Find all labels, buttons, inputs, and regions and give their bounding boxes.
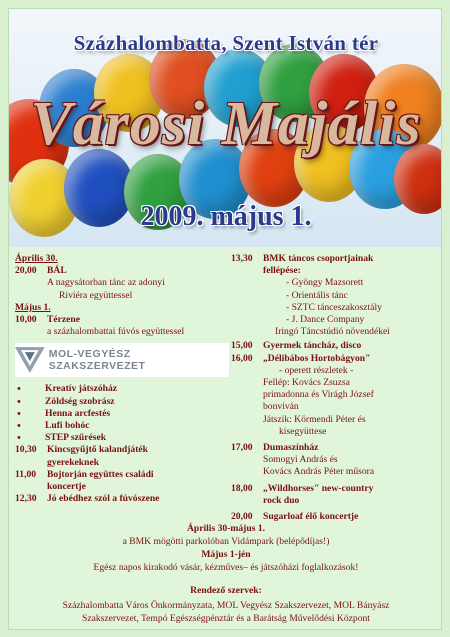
program-item: [231, 483, 441, 495]
program-title: BÁL: [47, 265, 67, 277]
footer-date: Április 30-május 1.: [186, 523, 266, 534]
program-title-line: koncertje: [47, 481, 86, 493]
list-item: - Orientális tánc: [286, 289, 348, 301]
program-desc: bonviván: [263, 401, 299, 413]
program-desc: Fellép: Kovács Zsuzsa: [263, 377, 350, 389]
organizers-text: Szakszervezet, Tempó Egészségpénztár és a Barátság Művelődési Központ: [82, 613, 370, 624]
balloon-banner: [9, 9, 442, 247]
list-item: • STEP szűrések: [15, 432, 229, 444]
program-time: 10,30: [15, 444, 37, 456]
program-title: „Délibábos Hortobágyon": [263, 352, 371, 364]
list-item: • Henna arcfestés: [15, 408, 229, 420]
program-title-line: fellépése:: [263, 265, 301, 277]
program-time: 20,00: [231, 511, 253, 523]
program-desc: kisegyüttese: [279, 425, 327, 437]
list-item: - J. Dance Company: [286, 314, 365, 326]
program-time: 11,00: [15, 468, 37, 480]
program-title: [47, 444, 229, 468]
program-title-line: gyerekeknek: [47, 456, 100, 468]
program-title: [47, 469, 229, 493]
program-time: 20,00: [15, 265, 37, 277]
list-item: • Lufi bohóc: [15, 420, 229, 432]
program-item: [231, 442, 441, 454]
program-desc: Kovács András Péter műsora: [263, 466, 375, 478]
program-title: BMK táncos csoportjainak: [263, 253, 374, 264]
banner-title: Városi Majális: [30, 90, 422, 158]
program-item: [15, 469, 229, 493]
banner-location: Százhalombatta, Szent István tér: [73, 31, 379, 55]
program-time: 10,00: [15, 314, 37, 326]
day-label: Április 30.: [15, 253, 58, 264]
program-title: Sugarloaf élő koncertje: [263, 511, 359, 523]
program-item: [15, 314, 229, 326]
program-time: 16,00: [231, 352, 253, 364]
program-desc: Riviéra együttessel: [59, 289, 133, 301]
union-logo-icon: [15, 347, 45, 373]
program-desc: primadonna és Virágh József: [263, 389, 374, 401]
footer-text: Egész napos kirakodó vásár, kézműves– és játszóházi foglalkozások!: [93, 562, 359, 573]
footer-date: Május 1-jén: [201, 549, 251, 560]
list-item: - Gyöngy Mazsorett: [286, 277, 364, 289]
program-item: [15, 444, 229, 468]
program-title: Dumaszínház: [263, 442, 319, 454]
program-desc: a százhalombattai fúvós együttessel: [47, 326, 185, 338]
day-label: Május 1.: [15, 301, 51, 313]
list-item: - SZTC tánceszakosztály: [286, 301, 382, 313]
program-item: [231, 253, 441, 265]
program-title-line: Bojtorján együttes családi: [47, 468, 154, 480]
program-time: 18,00: [231, 482, 253, 494]
program-item: [15, 265, 229, 277]
program-time: 12,30: [15, 493, 37, 505]
organizers-text: Százhalombatta Város Önkormányzata, MOL Vegyész Szakszervezet, MOL Bányász: [62, 600, 390, 611]
list-item: • Zöldség szobrász: [15, 396, 229, 408]
banner-date: 2009. május 1.: [140, 201, 312, 232]
program-title-line: Kincsgyűjtő kalandjáték: [47, 444, 149, 456]
poster-page: [8, 8, 442, 630]
program-title: Gyermek táncház, disco: [263, 340, 362, 352]
left-column: [15, 253, 229, 505]
footer-text: a BMK mögötti parkolóban Vidámpark (belépődíjas!): [122, 536, 330, 547]
program-time: 15,00: [231, 340, 253, 352]
program-item: [15, 493, 229, 505]
program-title-line: rock duo: [263, 494, 300, 506]
program-title: „Wildhorses" new-country: [263, 482, 374, 494]
sponsor-logo-text: MOL-VEGYÉSZ SZAKSZERVEZET: [48, 348, 146, 373]
program-desc: - operett részletek -: [279, 364, 354, 376]
right-column: [231, 253, 441, 523]
program-time: 17,00: [231, 442, 253, 454]
activity-list: [15, 383, 229, 444]
program-desc: Játszik: Körmendi Péter és: [263, 413, 366, 425]
program-item: [231, 353, 441, 365]
program-desc: Somogyi András és: [263, 454, 338, 466]
organizers-label: Rendező szervek:: [190, 585, 262, 596]
sponsor-logo: [15, 343, 229, 377]
list-item: • Kreatív játszóház: [15, 383, 229, 395]
program-title: Jó ebédhez szól a fúvószene: [47, 493, 160, 505]
program-time: 13,30: [231, 253, 253, 264]
program-desc: A nagysátorban tánc az adonyi: [47, 277, 165, 289]
list-item: Iringó Táncstúdió növendékei: [275, 326, 390, 338]
program-title: Térzene: [47, 314, 81, 326]
program-item: [231, 340, 441, 352]
